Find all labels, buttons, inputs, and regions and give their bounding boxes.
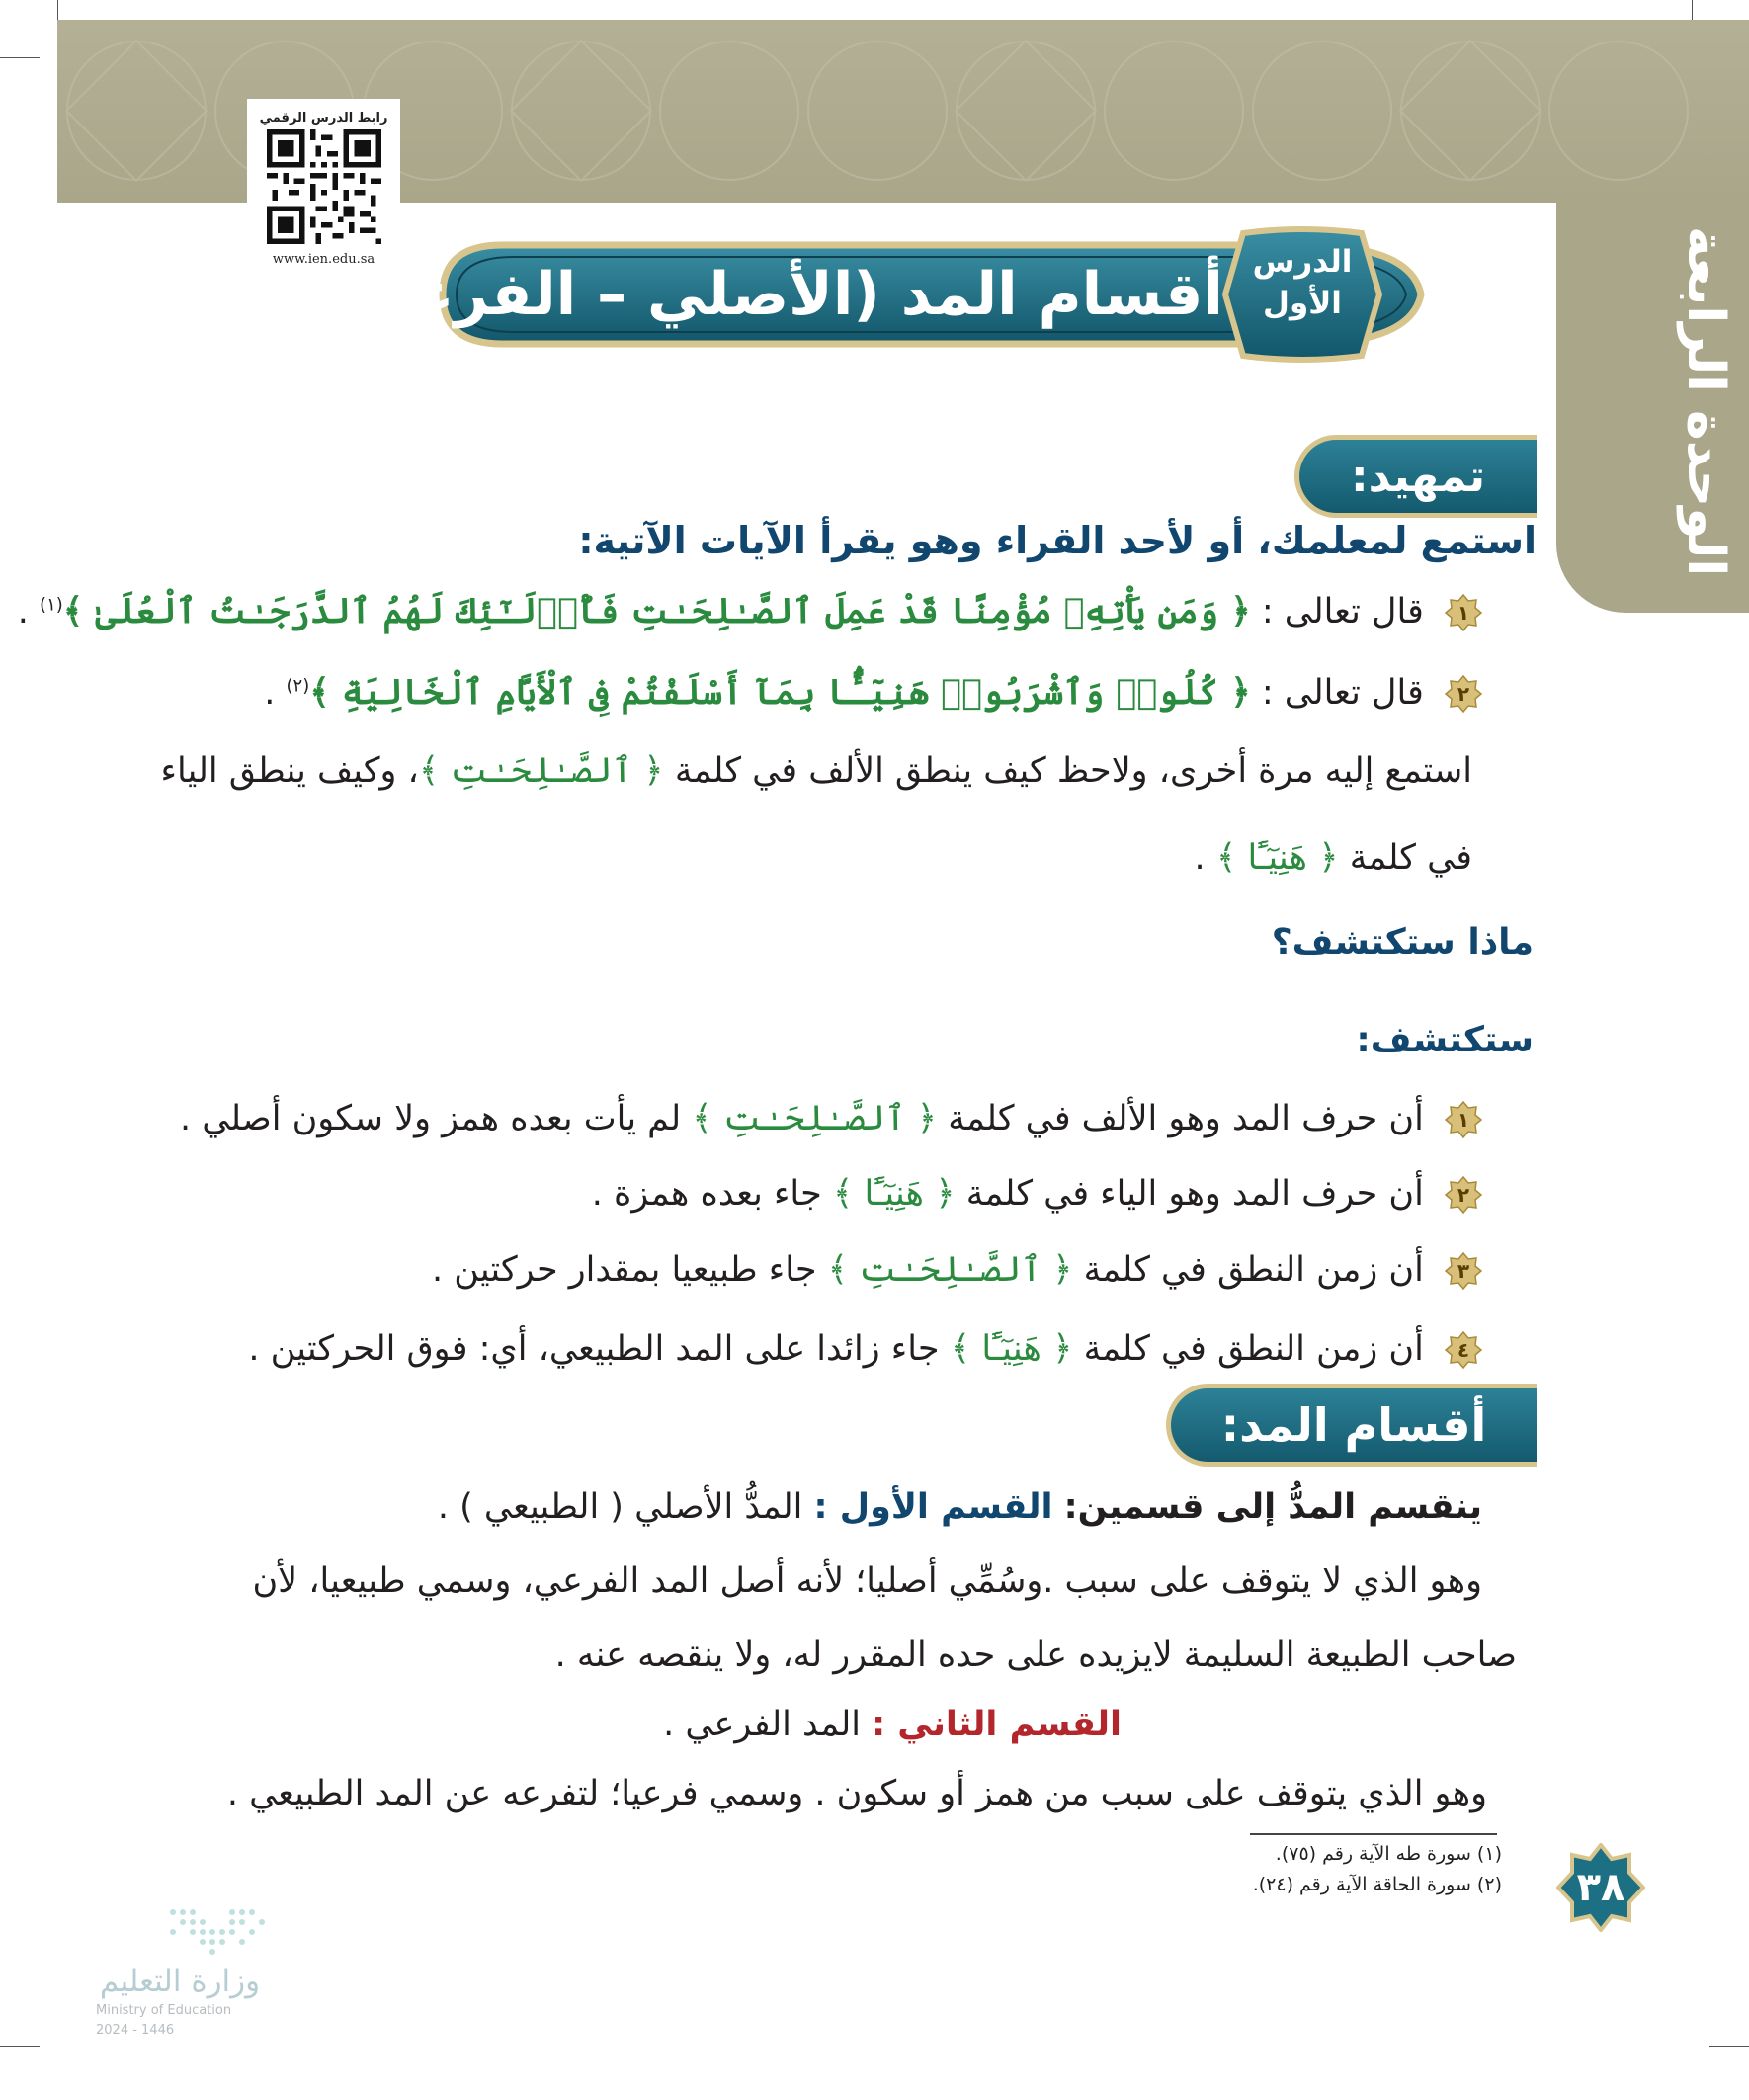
- number-badge-icon: ١: [1445, 594, 1482, 631]
- footnote-ref: (٢): [286, 675, 310, 697]
- first-desc-line-1: وهو الذي لا يتوقف على سبب .وسُمِّي أصليا؛ لأنه أصل المد الفرعي، وسمي طبيعيا، لأن: [252, 1561, 1482, 1601]
- verse-label: قال تعالى :: [1261, 592, 1424, 631]
- ministry-year: 2024 - 1446: [96, 2023, 175, 2038]
- aqsam-intro-line: [438, 1487, 1482, 1527]
- listen-line-2: في كلمة ﴿ هَنِيٓـًٔا ﴾ .: [1194, 838, 1472, 878]
- quran-word: ﴿ هَنِيٓـًٔا ﴾: [1215, 838, 1339, 878]
- discover-item-4: [248, 1329, 1482, 1369]
- crop-mark: [0, 57, 40, 58]
- crop-mark: [1709, 2046, 1749, 2047]
- discover-text: جاء بعده همزة .: [591, 1174, 822, 1214]
- section-pill-aqsam: أقسام المد:: [1166, 1384, 1537, 1467]
- discover-text: جاء زائدا على المد الطبيعي، أي: فوق الحركتين .: [248, 1329, 940, 1369]
- discover-item-1: [180, 1099, 1482, 1138]
- number-badge-icon: ٣: [1445, 1252, 1482, 1290]
- second-section-label: القسم الثاني :: [872, 1705, 1122, 1744]
- second-section-name: المد الفرعي .: [663, 1705, 861, 1744]
- lesson-badge: [1243, 241, 1362, 324]
- instruction-text: استمع لمعلمك، أو لأحد القراء وهو يقرأ الآيات الآتية:: [578, 519, 1537, 562]
- quran-word: ﴿ ٱلصَّـٰلِحَـٰتِ ﴾: [692, 1099, 938, 1138]
- footnote-divider: [1250, 1833, 1497, 1835]
- discover-item-3: [432, 1250, 1482, 1290]
- footnote-2: (٢) سورة الحاقة الآية رقم (٢٤).: [1252, 1874, 1502, 1895]
- second-section-line: [663, 1705, 1122, 1744]
- footnote-1: (١) سورة طه الآية رقم (٧٥).: [1275, 1843, 1502, 1865]
- verse-line-1: ١ قال تعالى : ﴿ وَمَن يَأْتِهِۦ مُؤْمِنًا قَدْ عَمِلَ ٱلصَّـٰلِحَـٰتِ فَأُو۟لَـٰٓئِكَ لَهُمُ ٱلدَّرَجَـٰتُ ٱلْعُلَىٰ ﴾$^{(١)}$ .: [18, 591, 1482, 631]
- discover-question: ماذا ستكتشف؟: [1271, 922, 1534, 963]
- quran-word: ﴿ هَنِيٓـًٔا ﴾: [832, 1174, 956, 1214]
- unit-title: الوحدة الرابعة: [1676, 225, 1735, 577]
- discover-text: أن حرف المد وهو الألف في كلمة: [948, 1099, 1424, 1138]
- first-section-name: المدُّ الأصلي ( الطبيعي ) .: [437, 1487, 803, 1527]
- crop-mark: [0, 2046, 40, 2047]
- aqsam-intro: ينقسم المدُّ إلى قسمين:: [1063, 1487, 1482, 1527]
- page-number-badge: [1556, 1843, 1645, 1932]
- ministry-logo: [94, 1902, 331, 2051]
- verse-label: قال تعالى :: [1261, 673, 1424, 713]
- number-badge-icon: ٤: [1445, 1331, 1482, 1369]
- qr-code-icon[interactable]: [267, 129, 381, 244]
- discover-text: أن حرف المد وهو الياء في كلمة: [965, 1174, 1424, 1214]
- first-desc-line-2: صاحب الطبيعة السليمة لايزيده على حده المقرر له، ولا ينقصه عنه .: [554, 1636, 1517, 1675]
- quran-verse: ﴿ كُلُوا۟ وَٱشْرَبُوا۟ هَنِيٓـًٔۢا بِمَآ أَسْلَفْتُمْ فِى ٱلْأَيَّامِ ٱلْخَالِيَةِ ﴾: [309, 672, 1251, 713]
- listen-line-1: [161, 751, 1472, 791]
- listen-text: استمع إليه مرة أخرى، ولاحظ كيف ينطق الألف في كلمة: [674, 751, 1472, 791]
- quran-verse: ﴿ وَمَن يَأْتِهِۦ مُؤْمِنًا قَدْ عَمِلَ ٱلصَّـٰلِحَـٰتِ فَأُو۟لَـٰٓئِكَ لَهُمُ ٱلدَّرَجَـٰتُ ٱلْعُلَىٰ ﴾: [62, 591, 1251, 631]
- quran-word: ﴿ ٱلصَّـٰلِحَـٰتِ ﴾: [418, 751, 664, 791]
- quran-word: ﴿ هَنِيٓـًٔا ﴾: [950, 1329, 1073, 1369]
- ministry-name-en: Ministry of Education: [96, 2003, 232, 2018]
- second-desc-line: وهو الذي يتوقف على سبب من همز أو سكون . وسمي فرعيا؛ لتفرعه عن المد الطبيعي .: [226, 1774, 1487, 1813]
- number-badge-icon: ٢: [1445, 675, 1482, 713]
- ministry-dots-icon: [94, 1902, 331, 1962]
- number-badge-icon: ١: [1445, 1101, 1482, 1138]
- quran-word: ﴿ ٱلصَّـٰلِحَـٰتِ ﴾: [827, 1250, 1073, 1290]
- footnote-ref: (١): [40, 594, 63, 616]
- discover-label: ستكتشف:: [1356, 1020, 1534, 1060]
- verse-line-2: ٢ قال تعالى : ﴿ كُلُوا۟ وَٱشْرَبُوا۟ هَنِيٓـًٔۢا بِمَآ أَسْلَفْتُمْ فِى ٱلْأَيَّامِ ٱلْخَالِيَةِ ﴾$^{(٢)}$ .: [264, 672, 1482, 713]
- lesson-title: أقسام المد (الأصلي – الفرعي): [326, 260, 1223, 329]
- lesson-badge-line2: الأول: [1263, 286, 1342, 321]
- qr-url[interactable]: www.ien.edu.sa: [272, 252, 375, 267]
- section-pill-tamheed: تمهيد:: [1294, 435, 1537, 518]
- lesson-badge-line1: الدرس: [1252, 244, 1353, 280]
- crop-mark: [1692, 0, 1693, 20]
- listen-text: ، وكيف ينطق الياء: [160, 751, 419, 791]
- discover-text: أن زمن النطق في كلمة: [1083, 1250, 1424, 1290]
- qr-caption: رابط الدرس الرقمي: [259, 111, 388, 126]
- listen-text: في كلمة: [1349, 838, 1472, 878]
- first-section-label: القسم الأول :: [813, 1487, 1053, 1527]
- lesson-banner: [326, 225, 1441, 364]
- discover-text: أن زمن النطق في كلمة: [1083, 1329, 1424, 1369]
- discover-text: جاء طبيعيا بمقدار حركتين .: [431, 1250, 817, 1290]
- crop-mark: [57, 0, 58, 20]
- page-number: ٣٨: [1576, 1865, 1625, 1910]
- discover-item-2: [592, 1174, 1482, 1214]
- ministry-name-ar: وزارة التعليم: [99, 1964, 261, 1999]
- discover-text: لم يأت بعده همز ولا سكون أصلي .: [179, 1099, 682, 1138]
- number-badge-icon: ٢: [1445, 1176, 1482, 1214]
